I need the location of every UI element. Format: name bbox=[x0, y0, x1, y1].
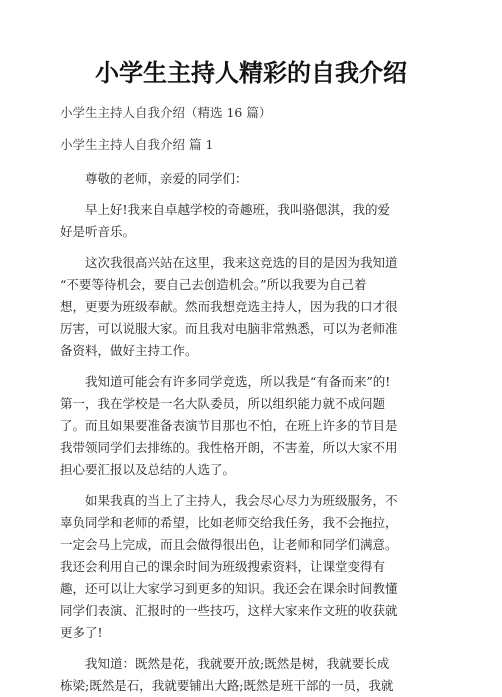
paragraph-3 bbox=[60, 371, 442, 481]
paragraph-line: 栋梁;既然是石，我就要铺出大路;既然是班干部的一员，我就 bbox=[60, 678, 394, 693]
paragraph-line: 担心要汇报以及总结的人选了。 bbox=[60, 462, 236, 477]
paragraph-line: 了。而且如果要准备表演节目那也不怕，在班上许多的节目是 bbox=[60, 418, 398, 433]
document-title: 小学生主持人精彩的自我介绍 bbox=[95, 59, 407, 87]
document-subtitle: 小学生主持人自我介绍（精选 16 篇） bbox=[60, 105, 272, 120]
paragraph-line: 想，更要为班级奉献。然而我想竞选主持人，因为我的口才很 bbox=[60, 299, 398, 314]
section-heading: 小学生主持人自我介绍 篇 1 bbox=[60, 137, 214, 152]
paragraph-line: 更多了! bbox=[60, 625, 103, 640]
paragraph-5 bbox=[60, 653, 442, 697]
paragraph-4 bbox=[60, 490, 442, 644]
paragraph-line: 辜负同学和老师的希望，比如老师交给我任务，我不会拖拉， bbox=[60, 515, 398, 530]
paragraph-line: 好是听音乐。 bbox=[60, 224, 136, 239]
paragraph-1 bbox=[60, 199, 442, 243]
paragraph-line: 备资料，做好主持工作。 bbox=[60, 343, 198, 358]
paragraph-line: 一定会马上完成，而且会做得很出色，让老师和同学们满意。 bbox=[60, 537, 398, 552]
paragraph-line: “不要等待机会，要自己去创造机会。”所以我要为自己着 bbox=[60, 277, 367, 292]
paragraph-line: 同学们表演、汇报时的一些技巧，这样大家来作文班的收获就 bbox=[60, 603, 398, 618]
paragraph-line: 第一，我在学校是一名大队委员，所以组织能力就不成问题 bbox=[60, 396, 386, 411]
paragraph-line: 我知道可能会有许多同学竞选，所以我是“有备而来”的! bbox=[85, 374, 391, 389]
greeting-line: 尊敬的老师，亲爱的同学们： bbox=[85, 171, 248, 186]
paragraph-line: 如果我真的当上了主持人，我会尽心尽力为班级服务，不 bbox=[85, 493, 398, 508]
paragraph-line: 早上好!我来自卓越学校的奇趣班，我叫骆偲淇，我的爱 bbox=[85, 202, 391, 217]
paragraph-line: 我知道：既然是花，我就要开放;既然是树，我就要长成 bbox=[85, 656, 390, 671]
paragraph-line: 厉害，可以说服大家。而且我对电脑非常熟悉，可以为老师准 bbox=[60, 321, 398, 336]
paragraph-line: 我还会利用自己的课余时间为班级搜索资料，让课堂变得有 bbox=[60, 559, 386, 574]
paragraph-line: 趣，还可以让大家学习到更多的知识。我还会在课余时间教懂 bbox=[60, 581, 398, 596]
paragraph-2 bbox=[60, 252, 442, 362]
paragraph-line: 我带领同学们去排练的。我性格开朗，不害羞，所以大家不用 bbox=[60, 440, 398, 455]
paragraph-line: 这次我很高兴站在这里，我来这竞选的目的是因为我知道 bbox=[85, 255, 398, 270]
